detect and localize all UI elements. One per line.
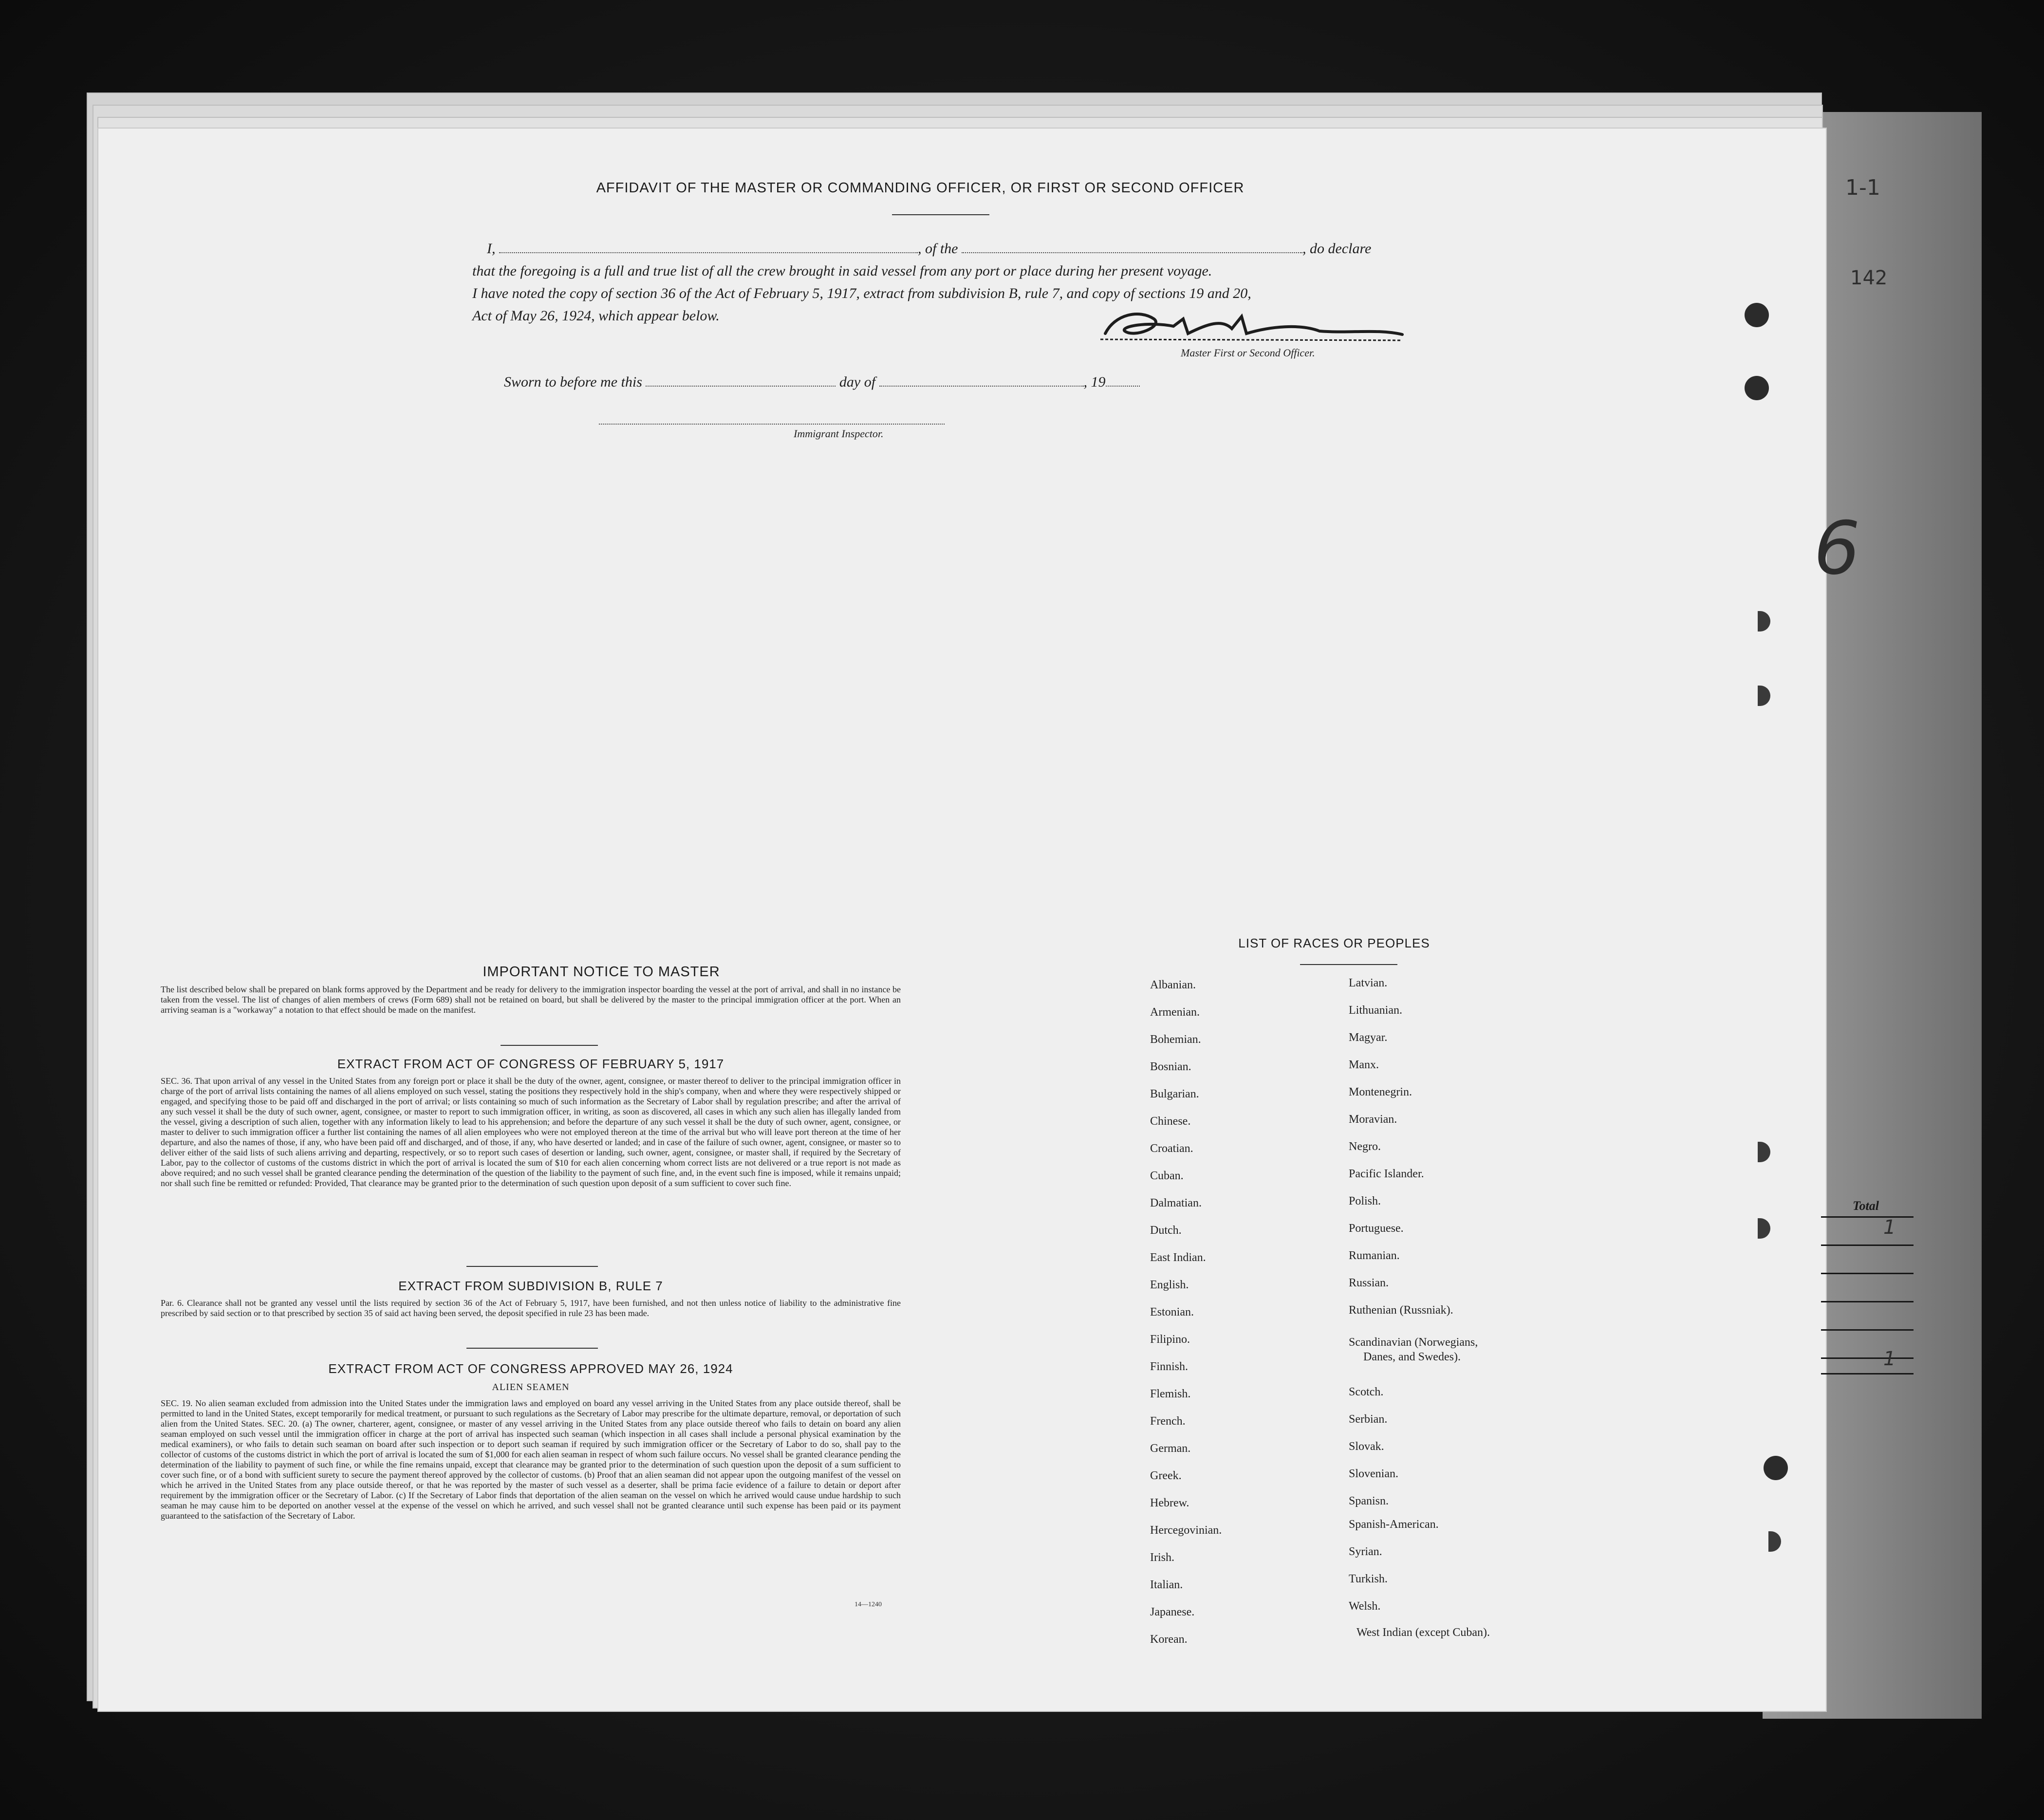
- total-rule: [1821, 1216, 1914, 1218]
- race-item: Moravian.: [1349, 1113, 1397, 1126]
- total-mark: 1: [1883, 1216, 1896, 1239]
- race-item: Cuban.: [1150, 1170, 1184, 1182]
- total-rule: [1821, 1373, 1914, 1374]
- inspector-caption: Immigrant Inspector.: [794, 427, 884, 440]
- race-item: Italian.: [1150, 1579, 1183, 1591]
- section-rule: [501, 1045, 598, 1046]
- race-item: Russian.: [1349, 1277, 1389, 1289]
- race-item: Hercegovinian.: [1150, 1524, 1222, 1537]
- race-item: Scotch.: [1349, 1386, 1384, 1398]
- affidavit-line-3: I have noted the copy of section 36 of the Act of February 5, 1917, extract from subdivision B, rule 7, and copy of sections 19 and 20,: [472, 285, 1251, 301]
- race-item: Negro.: [1349, 1140, 1381, 1153]
- affidavit-line-1: I, , of the , do declare: [487, 241, 1372, 257]
- race-item: Spanish-American.: [1349, 1518, 1439, 1531]
- races-title: LIST OF RACES OR PEOPLES: [1238, 936, 1430, 950]
- race-item: Hebrew.: [1150, 1497, 1189, 1509]
- race-item: Turkish.: [1349, 1573, 1388, 1585]
- race-item: Spanisn.: [1349, 1495, 1389, 1507]
- race-item: Filipino.: [1150, 1333, 1190, 1346]
- margin-note: 1-1: [1845, 175, 1880, 200]
- name-blank: [499, 241, 918, 253]
- punch-hole: [1745, 376, 1769, 400]
- race-item: Chinese.: [1150, 1115, 1191, 1128]
- race-item: Japanese.: [1150, 1606, 1195, 1618]
- race-item: Croatian.: [1150, 1142, 1193, 1155]
- race-item: Danes, and Swedes).: [1363, 1351, 1461, 1363]
- page-number: 142: [1850, 267, 1888, 289]
- race-item: Bohemian.: [1150, 1033, 1201, 1046]
- total-rule: [1821, 1301, 1914, 1302]
- extract3-text: SEC. 19. No alien seaman excluded from admission into the United States under the immigration laws and employed on board any vessel arriving in the United States from any place outside thereof, shall be permitted to land in the United States, except temporarily for medical treatment, or pursuant to such regulations as the Secretary of Labor may prescribe for the ultimate departure, removal, or deportation of such alien from the United States. SEC. 20. (a) The owner, charterer, agent, consignee, or master of any vessel arriving in the United States from any place outside thereof who fails to detain on board any alien seaman employed on such vessel until the immigration officer in charge at the port of arrival has inspected such seaman (which inspection in all cases shall include a personal physical examination by the medical examiners), or who fails to detain such seaman on board after such inspection or to deport such seaman if required by such immigration officer or the Secretary of Labor to do so, shall pay to the collector of customs of the customs district in which the port of arrival is located the sum of $1,000 for each alien seaman in respect of whom such failure occurs. No vessel shall be granted clearance pending the determination of the liability to payment of such fine, or while the fine remains unpaid, except that clearance may be granted prior to the determination of such question upon the deposit of a sum sufficient to cover such fine, or of a bond with sufficient surety to secure the payment thereof approved by the collector of customs. (b) Proof that an alien seaman did not appear upon the outgoing manifest of the vessel on which he arrived in the United States from any place outside thereof, or that he was reported by the master of such vessel as a deserter, shall be prima facie evidence of a failure to detain or deport after requirement by the immigration officer or the Secretary of Labor. (c) If the Secretary of Labor finds that deportation of the alien seaman on the vessel on which he arrived would cause undue hardship to such seaman he may cause him to be deported on another vessel at the expense of the vessel on which he arrived, and such vessel shall not be granted clearance until such expense has been paid or its payment guaranteed to the satisfaction of the Secretary of Labor.: [161, 1398, 901, 1521]
- affidavit-line-2: that the foregoing is a full and true list of all the crew brought in said vessel from any port or place during her present voyage.: [472, 263, 1212, 279]
- total-mark: 1: [1883, 1348, 1896, 1370]
- year-blank: [1106, 375, 1140, 387]
- race-item: Rumanian.: [1349, 1249, 1400, 1262]
- race-item: Syrian.: [1349, 1545, 1382, 1558]
- extract1-text: SEC. 36. That upon arrival of any vessel in the United States from any foreign port or place it shall be the duty of the owner, agent, consignee, or master thereof to deliver to the principal immigration officer in charge of the port of arrival lists containing the names of all aliens employed on such vessel, stating the positions they respectively hold in the ship's company, when and where they were respectively shipped or engaged, and specifying those to be paid off and discharged in the port of arrival; or lists containing so much of such information as the Secretary of Labor shall by regulation prescribe; and after the arrival of any such vessel it shall be the duty of such owner, agent, consignee, or master to report to such immigration officer, in writing, as soon as discovered, all cases in which any such alien has illegally landed from the vessel, giving a description of such alien, together with any information likely to lead to his apprehension; and before the departure of any such vessel it shall be the duty of such owner, agent, consignee, or master to deliver to such immigration officer a further list containing the names of all alien employees who were not employed thereon at the time of the arrival but who will leave port thereon at the time of her departure, and also the names of those, if any, who have been paid off and discharged, and of those, if any, who have deserted or landed; and in case of the failure of such owner, agent, consignee, or master so to deliver either of the said lists of such aliens arriving and departing, respectively, or so to report such cases of desertion or landing, such owner, agent, consignee, or master shall, if required by the Secretary of Labor, pay to the collector of customs of the customs district in which the port of arrival is located the sum of $10 for each alien concerning whom correct lists are not delivered or a true report is not made as above required; and no such vessel shall be granted clearance pending the determination of the question of the liability to the payment of such fine, and, in the event such fine is imposed, while it remains unpaid; nor shall such fine be remitted or refunded: Provided, That clearance may be granted prior to the determination of such question upon deposit of a sum sufficient to cover such fine.: [161, 1076, 901, 1188]
- race-item: Manx.: [1349, 1059, 1379, 1071]
- extract1-title: EXTRACT FROM ACT OF CONGRESS OF FEBRUARY 5, 1917: [337, 1057, 725, 1071]
- month-blank: [879, 375, 1084, 387]
- race-item: East Indian.: [1150, 1251, 1206, 1264]
- race-item: Estonian.: [1150, 1306, 1194, 1319]
- race-item: Flemish.: [1150, 1388, 1191, 1400]
- notice-title: IMPORTANT NOTICE TO MASTER: [483, 964, 720, 980]
- race-item: Irish.: [1150, 1551, 1174, 1564]
- race-item: Finnish.: [1150, 1360, 1189, 1373]
- race-item: Greek.: [1150, 1469, 1182, 1482]
- race-item: Ruthenian (Russniak).: [1349, 1304, 1453, 1317]
- race-item: Korean.: [1150, 1633, 1188, 1646]
- total-rule: [1821, 1273, 1914, 1274]
- signature-caption: Master First or Second Officer.: [1181, 347, 1315, 359]
- form-number: 14—1240: [855, 1601, 882, 1608]
- affidavit-title: AFFIDAVIT OF THE MASTER OR COMMANDING OFFICER, OR FIRST OR SECOND OFFICER: [596, 180, 1245, 196]
- extract2-title: EXTRACT FROM SUBDIVISION B, RULE 7: [398, 1279, 663, 1293]
- race-item: Serbian.: [1349, 1413, 1388, 1426]
- race-item: English.: [1150, 1279, 1189, 1291]
- race-item: Bosnian.: [1150, 1060, 1191, 1073]
- officer-signature: [1096, 304, 1407, 348]
- race-item: Lithuanian.: [1349, 1004, 1402, 1017]
- race-item: Pacific Islander.: [1349, 1168, 1424, 1180]
- punch-hole: [1764, 1456, 1788, 1480]
- race-item: French.: [1150, 1415, 1186, 1428]
- total-rule: [1821, 1244, 1914, 1246]
- section-rule: [466, 1266, 598, 1267]
- race-item: Armenian.: [1150, 1006, 1200, 1019]
- race-item: Portuguese.: [1349, 1222, 1404, 1235]
- punch-hole: [1745, 303, 1769, 327]
- race-item: Bulgarian.: [1150, 1088, 1199, 1100]
- inspector-signature-line: [599, 424, 945, 425]
- day-blank: [646, 375, 836, 387]
- vessel-blank: [962, 241, 1302, 253]
- race-item: Magyar.: [1349, 1031, 1388, 1044]
- sworn-line: Sworn to before me this day of , 19: [504, 374, 1140, 390]
- extract3-title: EXTRACT FROM ACT OF CONGRESS APPROVED MAY 26, 1924: [328, 1361, 733, 1376]
- margin-mark: 6: [1814, 506, 1860, 591]
- race-item: German.: [1150, 1442, 1191, 1455]
- race-item: Polish.: [1349, 1195, 1381, 1207]
- race-item: Latvian.: [1349, 977, 1388, 989]
- extract2-text: Par. 6. Clearance shall not be granted any vessel until the lists required by section 36 of the Act of February 5, 1917, have been furnished, and not then unless notice of liability to the administrative fine prescribed by said section or to that prescribed by section 35 of said act having been served, the deposit specified in rule 23 has been made.: [161, 1298, 901, 1318]
- total-rule: [1821, 1329, 1914, 1331]
- race-item: Welsh.: [1349, 1600, 1381, 1613]
- total-rule: [1821, 1357, 1914, 1359]
- race-item: Montenegrin.: [1349, 1086, 1412, 1098]
- total-column-label: Total: [1853, 1199, 1879, 1213]
- race-item: Albanian.: [1150, 979, 1196, 991]
- title-rule: [892, 214, 989, 215]
- race-item: Scandinavian (Norwegians,: [1349, 1336, 1478, 1349]
- race-item: Slovak.: [1349, 1440, 1384, 1453]
- notice-text: The list described below shall be prepared on blank forms approved by the Department and be ready for delivery to the immigration inspector boarding the vessel at the port of arrival, and shall in no instance be taken from the vessel. The list of changes of alien members of crews (Form 689) shall not be retained on board, but shall be delivered by the master to the principal immigration officer at the port. When an arriving seaman is a "workaway" a notation to that effect should be made on the manifest.: [161, 984, 901, 1015]
- race-item: Slovenian.: [1349, 1467, 1398, 1480]
- race-item: Dalmatian.: [1150, 1197, 1202, 1209]
- affidavit-line-4: Act of May 26, 1924, which appear below.: [472, 308, 720, 324]
- section-rule: [466, 1348, 598, 1349]
- extract3-subtitle: ALIEN SEAMEN: [492, 1382, 570, 1393]
- race-item: West Indian (except Cuban).: [1356, 1626, 1490, 1639]
- title-rule: [1300, 964, 1397, 965]
- race-item: Dutch.: [1150, 1224, 1182, 1237]
